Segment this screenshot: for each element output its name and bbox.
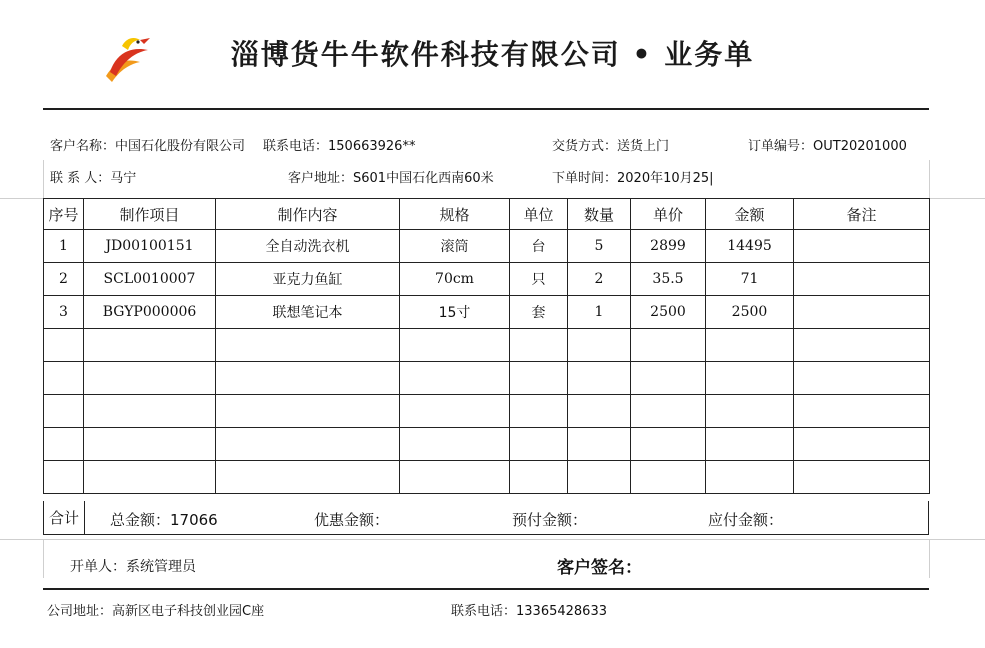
- cell-empty: [631, 395, 706, 428]
- cell-empty: [216, 428, 400, 461]
- cell-amount: 2500: [706, 296, 794, 329]
- contact-phone: 联系电话：150663926**: [263, 139, 416, 154]
- cell-remark: [794, 296, 930, 329]
- table-row: [44, 230, 930, 263]
- issuer: 开单人：系统管理员: [70, 559, 196, 575]
- col-header-amount: 金额: [706, 199, 794, 230]
- table-row: [44, 296, 930, 329]
- table-row: [44, 329, 930, 362]
- col-header-remark: 备注: [794, 199, 930, 230]
- cell-empty: [794, 461, 930, 494]
- cell-empty: [706, 362, 794, 395]
- cell-empty: [216, 395, 400, 428]
- guide-line: [929, 540, 930, 578]
- col-header-spec: 规格: [400, 199, 510, 230]
- footer-divider: [43, 588, 929, 590]
- cell-empty: [510, 362, 568, 395]
- customer-name: 客户名称：中国石化股份有限公司: [50, 139, 246, 154]
- cell-amount: 71: [706, 263, 794, 296]
- cell-empty: [510, 461, 568, 494]
- cell-spec: 15寸: [400, 296, 510, 329]
- cell-empty: [706, 428, 794, 461]
- cell-empty: [510, 329, 568, 362]
- cell-empty: [44, 362, 84, 395]
- guide-line: [43, 160, 44, 198]
- table-row: [44, 461, 930, 494]
- cell-empty: [84, 428, 216, 461]
- cell-empty: [44, 461, 84, 494]
- cell-empty: [568, 461, 631, 494]
- cell-remark: [794, 263, 930, 296]
- col-header-price: 单价: [631, 199, 706, 230]
- table-row: [44, 395, 930, 428]
- table-row: [44, 263, 930, 296]
- cell-index: 1: [44, 230, 84, 263]
- cell-empty: [631, 329, 706, 362]
- cell-empty: [510, 395, 568, 428]
- cell-empty: [84, 362, 216, 395]
- cell-empty: [794, 362, 930, 395]
- company-phone: 联系电话：13365428633: [451, 604, 607, 619]
- cell-empty: [510, 428, 568, 461]
- discount-amount: 优惠金额：: [314, 511, 390, 529]
- guide-line: [929, 160, 930, 198]
- prepaid-amount: 预付金额：: [512, 511, 588, 529]
- table-row: [44, 362, 930, 395]
- cell-remark: [794, 230, 930, 263]
- cell-empty: [706, 395, 794, 428]
- cell-qty: 2: [568, 263, 631, 296]
- cell-empty: [794, 395, 930, 428]
- cell-empty: [84, 461, 216, 494]
- cell-empty: [631, 428, 706, 461]
- cell-qty: 5: [568, 230, 631, 263]
- cell-empty: [794, 329, 930, 362]
- cell-content: 亚克力鱼缸: [216, 263, 400, 296]
- cell-empty: [400, 362, 510, 395]
- customer-address: 客户地址：S601中国石化西南60米: [288, 171, 494, 186]
- items-table: [43, 198, 930, 494]
- table-row: [44, 428, 930, 461]
- cell-empty: [568, 329, 631, 362]
- cell-spec: 滚筒: [400, 230, 510, 263]
- cell-empty: [44, 395, 84, 428]
- cell-empty: [706, 329, 794, 362]
- cell-empty: [794, 428, 930, 461]
- cell-qty: 1: [568, 296, 631, 329]
- cell-empty: [84, 395, 216, 428]
- table-header-row: [44, 199, 930, 230]
- page-title: 淄博货牛牛软件科技有限公司 • 业务单: [230, 38, 755, 71]
- totals-row: [43, 501, 929, 535]
- total-amount: 总金额：17066: [110, 511, 218, 529]
- col-header-item: 制作项目: [84, 199, 216, 230]
- cell-empty: [568, 362, 631, 395]
- cell-price: 35.5: [631, 263, 706, 296]
- cell-empty: [568, 428, 631, 461]
- customer-signature: 客户签名：: [557, 558, 642, 578]
- cell-empty: [706, 461, 794, 494]
- header-divider: [43, 108, 929, 110]
- cell-price: 2899: [631, 230, 706, 263]
- cell-unit: 台: [510, 230, 568, 263]
- cell-empty: [216, 329, 400, 362]
- cell-empty: [568, 395, 631, 428]
- guide-line: [43, 540, 44, 578]
- cell-price: 2500: [631, 296, 706, 329]
- cell-empty: [44, 329, 84, 362]
- cell-empty: [631, 461, 706, 494]
- cell-item: BGYP000006: [84, 296, 216, 329]
- order-number: 订单编号：OUT20201000: [748, 139, 907, 154]
- order-time: 下单时间：2020年10月25|: [552, 171, 714, 186]
- cell-empty: [400, 428, 510, 461]
- cell-amount: 14495: [706, 230, 794, 263]
- cell-empty: [216, 362, 400, 395]
- cell-empty: [400, 461, 510, 494]
- cell-spec: 70cm: [400, 263, 510, 296]
- company-address: 公司地址：高新区电子科技创业园C座: [47, 604, 265, 619]
- cell-unit: 只: [510, 263, 568, 296]
- guide-line: [0, 539, 985, 540]
- cell-index: 2: [44, 263, 84, 296]
- delivery-method: 交货方式：送货上门: [552, 139, 670, 154]
- cell-empty: [216, 461, 400, 494]
- col-header-index: 序号: [44, 199, 84, 230]
- cell-empty: [44, 428, 84, 461]
- col-header-content: 制作内容: [216, 199, 400, 230]
- col-header-unit: 单位: [510, 199, 568, 230]
- cell-empty: [400, 329, 510, 362]
- cell-content: 联想笔记本: [216, 296, 400, 329]
- cell-index: 3: [44, 296, 84, 329]
- totals-label: 合计: [44, 501, 85, 534]
- cell-content: 全自动洗衣机: [216, 230, 400, 263]
- contact-person: 联 系 人：马宁: [50, 171, 137, 186]
- cell-empty: [631, 362, 706, 395]
- cell-empty: [84, 329, 216, 362]
- cell-empty: [400, 395, 510, 428]
- cell-item: JD00100151: [84, 230, 216, 263]
- payable-amount: 应付金额：: [708, 511, 784, 529]
- col-header-qty: 数量: [568, 199, 631, 230]
- cell-item: SCL0010007: [84, 263, 216, 296]
- cell-unit: 套: [510, 296, 568, 329]
